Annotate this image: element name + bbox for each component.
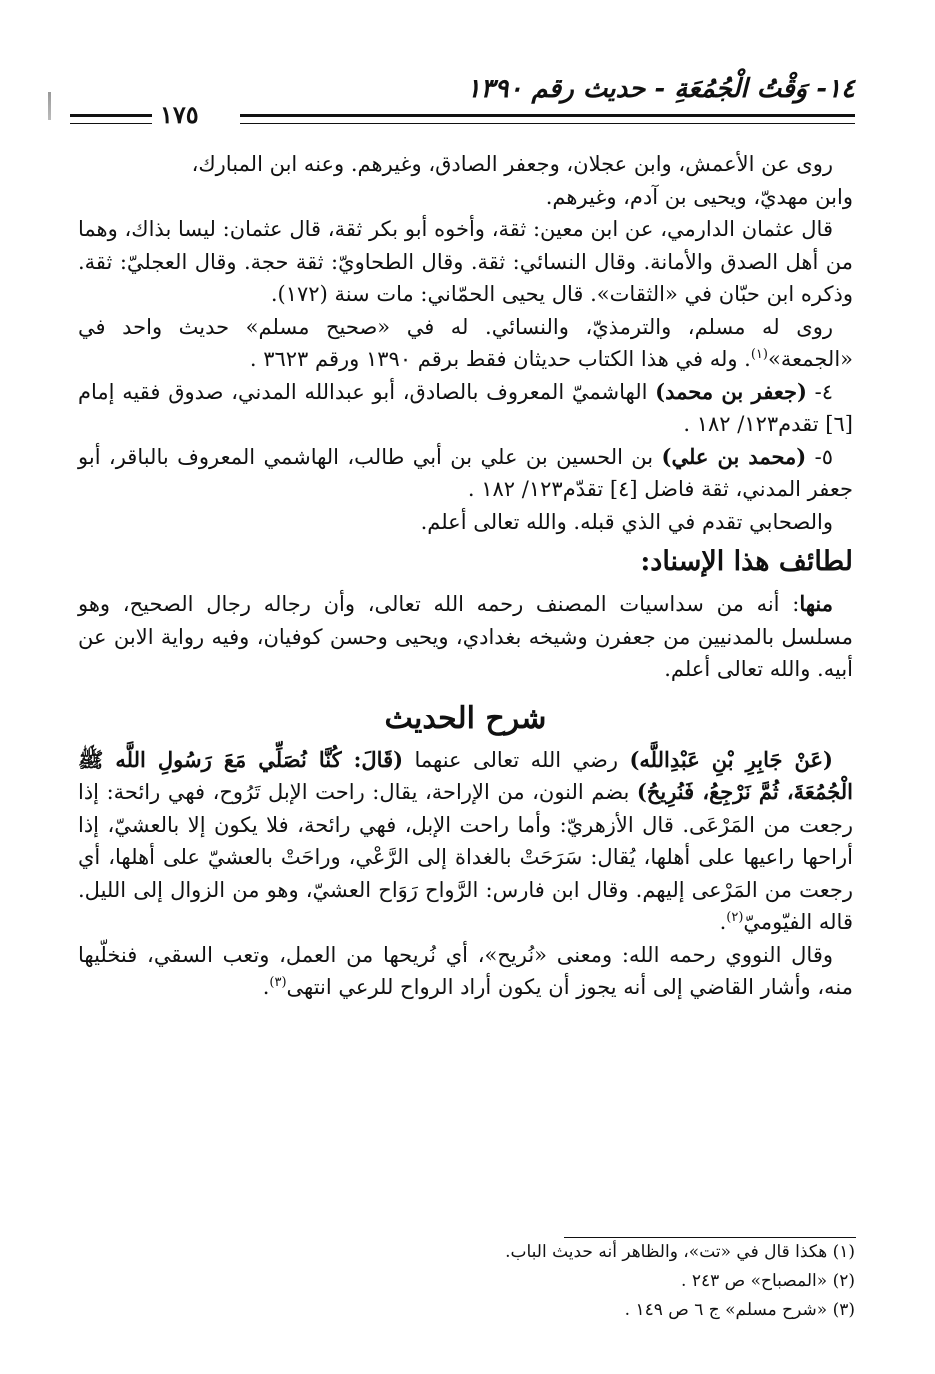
footnotes (400, 1238, 855, 1325)
paragraph: وقال النووي رحمه الله: ومعنى «نُريح»، أي نُريحها من العمل، وتعب السقي، فنخلّيها منه، وأشار القاضي إلى أنه يجوز أن يكون أراد الرواح للرعي انتهى$^{(٣)}$. (78, 942, 853, 999)
narrator-entry: ٥- (محمد بن علي) بن الحسين بن علي بن أبي طالب، الهاشمي المعروف بالباقر، أبو جعفر المدني، ثقة فاضل [٤] تقدّم١٢٣/ ١٨٢ . (78, 443, 853, 501)
section-heading: لطائف هذا الإسناد: (640, 546, 853, 577)
chapter-title: ١٤- وَقْتُ الْجُمُعَةِ - حديث رقم ١٣٩٠ (466, 74, 855, 104)
paragraph: قال عثمان الدارمي، عن ابن معين: ثقة، وأخوه أبو بكر ثقة، قال عثمان: ليسا بذاك، وهما من أهل الصدق والأمانة. وقال النسائي: ثقة. وقال الطحاويّ: ثقة حجة. وقال العجليّ: ثقة. وذكره ابن حبّان في «الثقات». قال يحيى الحمّاني: مات سنة (١٧٢). (78, 217, 853, 306)
header-rule (240, 114, 855, 124)
footnote: (٢) «المصباح» ص ٢٤٣ . (681, 1271, 855, 1291)
hadith-paragraph: (عَنْ جَابِرِ بْنِ عَبْدِاللَّه) رضي الله تعالى عنهما (قَالَ: كُنَّا نُصَلِّي مَعَ رَسُولِ اللَّه ﷺ الْجُمُعَةَ، ثُمَّ نَرْجِعُ، فَنُرِيحُ) بضم النون، من الإراحة، يقال: راحت الإبل تَرُوح، فهي رائحة: إذا رجعت من المَرْعَى. قال الأزهريّ: وأما راحت الإبل، فهي رائحة، فلا يكون إلا بالعشيّ، إذا أراحها راعيها على أهلها، يُقال: سَرَحَتْ بالغداة إلى الرَّعْي، وراحَتْ بالعشيّ على أهلها، أي رجعت من المَرْعى إليهم. وقال ابن فارس: الرَّواح رَوَاح العشيّ، وهو من الزوال إلى الليل. قاله الفيّوميّ$^{(٢)}$. (78, 746, 853, 934)
hadith-text: (قَالَ: كُنَّا نُصَلِّي مَعَ رَسُولِ اللَّه ﷺ الْجُمُعَةَ، ثُمَّ نَرْجِعُ، فَنُرِيحُ) (78, 746, 853, 804)
footnote-ref[interactable]: (٢) (726, 910, 744, 925)
narrator-name: (جعفر بن محمد) (655, 378, 807, 404)
main-text (78, 148, 853, 1004)
footnote: (٣) «شرح مسلم» ج ٦ ص ١٤٩ . (624, 1300, 855, 1320)
paragraph: روى له مسلم، والترمذيّ، والنسائي. له في «صحيح مسلم» حديث واحد في «الجمعة»$^{(١)}$. وله في هذا الكتاب حديثان فقط برقم ١٣٩٠ ورقم ٣٦٢٣ . (78, 314, 853, 371)
page-number: ١٧٥ (160, 100, 199, 129)
narrator-name: (محمد بن علي) (661, 443, 807, 469)
footnote: (١) هكذا قال في «تت»، والظاهر أنه حديث الباب. (505, 1242, 855, 1262)
running-header (70, 70, 855, 129)
narrator-entry: ٤- (جعفر بن محمد) الهاشميّ المعروف بالصادق، أبو عبدالله المدني، صدوق فقيه إمام [٦] تقدم١٢٣/ ١٨٢ . (78, 378, 853, 436)
section-heading: شرح الحديث (384, 700, 547, 736)
header-rule-left (70, 114, 152, 124)
paragraph: والصحابي تقدم في الذي قبله. والله تعالى أعلم. (420, 509, 833, 534)
paragraph: روى عن الأعمش، وابن عجلان، وجعفر الصادق، وغيرهم. وعنه ابن المبارك، وابن مهديّ، ويحيى بن آدم، وغيرهم. (191, 152, 853, 209)
footnote-ref[interactable]: (٣) (269, 975, 287, 990)
footnote-ref[interactable]: (١) (750, 347, 768, 362)
margin-mark (48, 92, 51, 120)
paragraph: منها: أنه من سداسيات المصنف رحمه الله تعالى، وأن رجاله رجال الصحيح، وهو مسلسل بالمدنيين من جعفرن وشيخه بغدادي، ويحيى وحسن كوفيان، وفيه رواية الابن عن أبيه. والله تعالى أعلم. (78, 591, 853, 681)
